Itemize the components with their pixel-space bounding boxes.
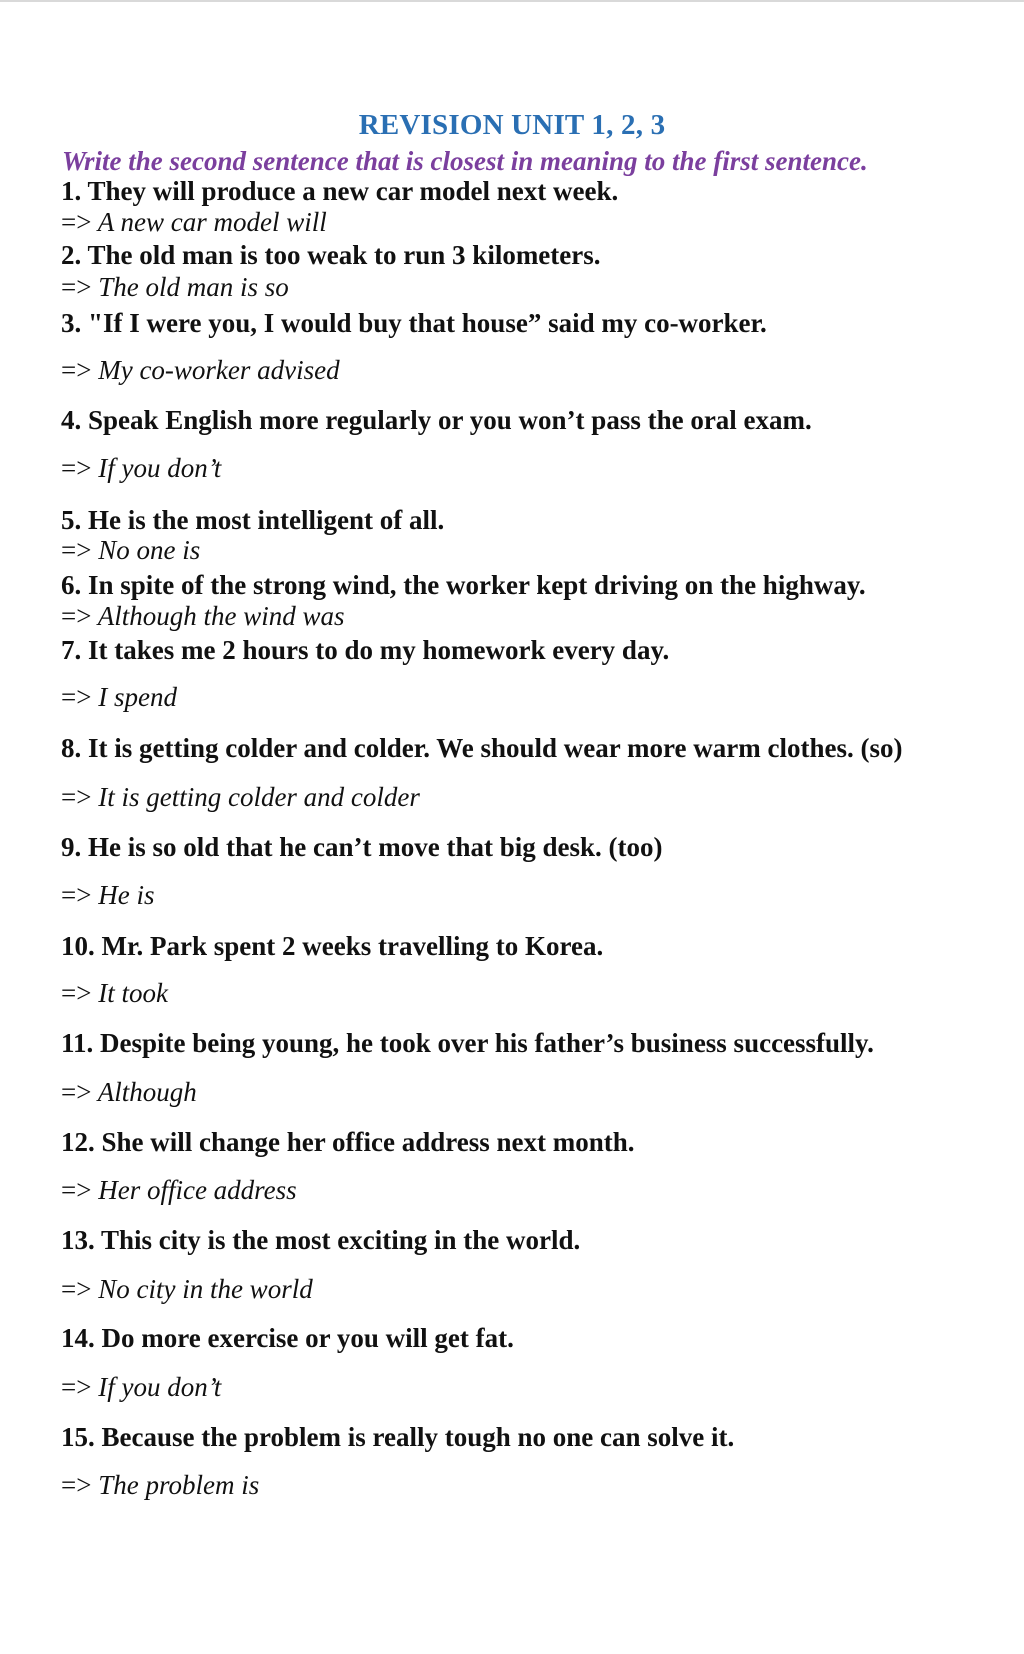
answer-line-6 <box>61 601 345 632</box>
answer-line-11 <box>61 1077 197 1108</box>
answer-line-4 <box>61 453 221 484</box>
answer-line-8 <box>61 782 420 813</box>
answer-line-14 <box>61 1372 221 1403</box>
answer-prompt-12: Her office address <box>98 1175 297 1205</box>
answer-line-12 <box>61 1175 297 1206</box>
arrow-11: => <box>61 1077 92 1107</box>
question-3: 3. "If I were you, I would buy that house” said my co-worker. <box>61 308 767 338</box>
question-6: 6. In spite of the strong wind, the worker kept driving on the highway. <box>61 570 866 600</box>
answer-line-10 <box>61 978 168 1009</box>
question-10: 10. Mr. Park spent 2 weeks travelling to Korea. <box>61 931 604 961</box>
arrow-2: => <box>61 272 92 302</box>
worksheet-title: REVISION UNIT 1, 2, 3 <box>358 109 666 141</box>
arrow-4: => <box>61 453 92 483</box>
answer-line-3 <box>61 355 340 386</box>
arrow-14: => <box>61 1372 92 1402</box>
answer-prompt-14: If you don’t <box>98 1372 222 1402</box>
arrow-12: => <box>61 1175 92 1205</box>
answer-prompt-13: No city in the world <box>98 1274 313 1304</box>
question-15: 15. Because the problem is really tough no one can solve it. <box>61 1422 735 1452</box>
question-7: 7. It takes me 2 hours to do my homework every day. <box>61 635 670 665</box>
question-14: 14. Do more exercise or you will get fat. <box>61 1323 514 1353</box>
question-12: 12. She will change her office address next month. <box>61 1127 635 1157</box>
answer-line-15 <box>61 1470 259 1501</box>
question-8: 8. It is getting colder and colder. We should wear more warm clothes. (so) <box>61 733 903 763</box>
answer-prompt-4: If you don’t <box>98 453 222 483</box>
question-4: 4. Speak English more regularly or you won’t pass the oral exam. <box>61 405 812 435</box>
answer-prompt-2: The old man is so <box>98 272 289 302</box>
arrow-9: => <box>61 880 92 910</box>
question-2: 2. The old man is too weak to run 3 kilometers. <box>61 240 601 270</box>
answer-line-5 <box>61 535 200 566</box>
arrow-7: => <box>61 682 92 712</box>
answer-prompt-9: He is <box>98 880 155 910</box>
answer-prompt-10: It took <box>98 978 168 1008</box>
arrow-6: => <box>61 601 92 631</box>
answer-prompt-6: Although the wind was <box>97 601 345 631</box>
answer-prompt-7: I spend <box>98 682 177 712</box>
answer-line-9 <box>61 880 154 911</box>
arrow-3: => <box>61 355 92 385</box>
answer-prompt-5: No one is <box>98 535 201 565</box>
answer-prompt-8: It is getting colder and colder <box>98 782 420 812</box>
question-9: 9. He is so old that he can’t move that big desk. (too) <box>61 832 663 862</box>
question-1: 1. They will produce a new car model next week. <box>61 176 619 206</box>
answer-line-7 <box>61 682 177 713</box>
answer-prompt-1: A new car model will <box>97 207 327 237</box>
arrow-1: => <box>61 207 92 237</box>
answer-prompt-11: Although <box>97 1077 197 1107</box>
question-11: 11. Despite being young, he took over his father’s business successfully. <box>61 1028 874 1058</box>
answer-prompt-15: The problem is <box>98 1470 260 1500</box>
question-13: 13. This city is the most exciting in the world. <box>61 1225 581 1255</box>
arrow-10: => <box>61 978 92 1008</box>
arrow-15: => <box>61 1470 92 1500</box>
arrow-8: => <box>61 782 92 812</box>
answer-line-13 <box>61 1274 313 1305</box>
answer-line-1 <box>61 207 327 238</box>
instruction-text: Write the second sentence that is closest in meaning to the first sentence. <box>62 146 868 176</box>
arrow-13: => <box>61 1274 92 1304</box>
answer-line-2 <box>61 272 289 303</box>
question-5: 5. He is the most intelligent of all. <box>61 505 445 535</box>
answer-prompt-3: My co-worker advised <box>98 355 340 385</box>
arrow-5: => <box>61 535 92 565</box>
